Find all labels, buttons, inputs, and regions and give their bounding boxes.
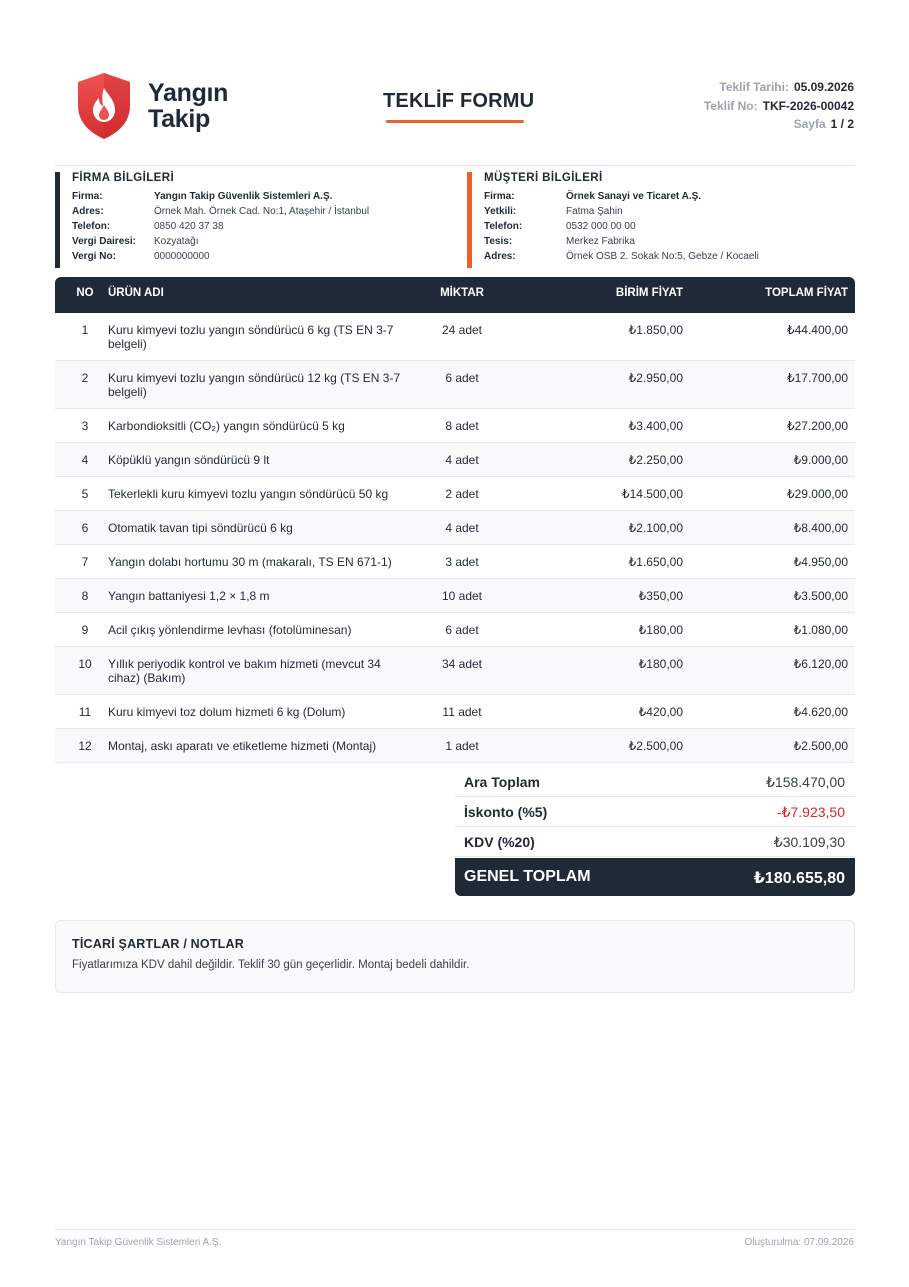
company-logo (76, 72, 236, 142)
product-name: Yangın battaniyesi 1,2 × 1,8 m (108, 589, 270, 603)
product-name: Tekerlekli kuru kimyevi tozlu yangın söndürücü 50 kg (108, 487, 389, 501)
header-divider (55, 165, 855, 166)
table-header (55, 277, 855, 313)
quote-number-row (704, 97, 854, 116)
customer-info-heading: MÜŞTERİ BİLGİLERİ (484, 172, 603, 184)
total-price: ₺3.500,00 (793, 589, 848, 603)
grand-total-value: ₺180.655,80 (753, 870, 845, 887)
info-row (484, 219, 857, 234)
info-row (72, 219, 445, 234)
info-value: Kozyatağı (154, 236, 199, 247)
info-label: Firma: (484, 191, 515, 202)
info-row (72, 249, 445, 264)
notes-text: Fiyatlarımıza KDV dahil değildir. Teklif 30 gün geçerlidir. Montaj bedeli dahildir. (72, 959, 470, 971)
total-price: ₺8.400,00 (793, 521, 848, 535)
product-name: Kuru kimyevi tozlu yangın söndürücü 12 kg (TS EN 3-7 belgeli) (108, 371, 401, 399)
company-info-rows (72, 189, 445, 264)
info-label: Telefon: (484, 221, 523, 232)
table-row (55, 477, 855, 511)
row-number: 7 (81, 555, 89, 569)
product-name: Montaj, askı aparatı ve etiketleme hizmeti (Montaj) (108, 739, 377, 753)
subtotal-value: ₺158.470,00 (766, 774, 845, 790)
company-info-heading: FİRMA BİLGİLERİ (72, 172, 175, 184)
info-value: 0532 000 00 00 (566, 221, 636, 232)
table-row (55, 647, 855, 695)
table-row (55, 729, 855, 763)
footer-created-date: Oluşturulma: 07.09.2026 (744, 1237, 854, 1248)
info-label: Yetkili: (484, 206, 517, 217)
notes-box (55, 920, 855, 993)
total-price: ₺4.950,00 (793, 555, 848, 569)
discount-row (455, 797, 855, 827)
quantity: 1 adet (445, 739, 479, 753)
vat-row (455, 827, 855, 857)
total-price: ₺17.700,00 (786, 371, 848, 385)
quantity: 24 adet (441, 323, 483, 337)
row-number: 3 (81, 419, 89, 433)
info-row (72, 234, 445, 249)
table-row (55, 313, 855, 361)
table-row (55, 695, 855, 729)
info-row (72, 204, 445, 219)
quantity: 11 adet (442, 705, 482, 719)
notes-heading: TİCARİ ŞARTLAR / NOTLAR (72, 937, 244, 951)
total-price: ₺1.080,00 (793, 623, 848, 637)
quote-date-label: Teklif Tarihi: (719, 80, 789, 94)
document-title: TEKLİF FORMU (383, 90, 535, 112)
customer-info (467, 172, 857, 268)
unit-price: ₺180,00 (638, 623, 683, 637)
footer-company: Yangın Takip Güvenlik Sistemleri A.Ş. (55, 1237, 222, 1248)
total-price: ₺29.000,00 (786, 487, 848, 501)
logo-text (148, 80, 228, 132)
footer-divider (55, 1229, 855, 1230)
info-label: Adres: (484, 251, 516, 262)
quantity: 34 adet (441, 657, 483, 671)
header-total-price: TOPLAM FİYAT (765, 287, 848, 299)
info-label: Vergi No: (72, 251, 116, 262)
info-value: 0000000000 (154, 251, 210, 262)
unit-price: ₺180,00 (638, 657, 683, 671)
unit-price: ₺2.250,00 (628, 453, 683, 467)
info-label: Tesis: (484, 236, 513, 247)
row-number: 1 (81, 323, 89, 337)
page-number-value: 1 / 2 (830, 117, 854, 131)
quote-date-value: 05.09.2026 (793, 80, 854, 94)
table-body (55, 313, 855, 763)
table-row (55, 409, 855, 443)
totals-block (455, 767, 855, 857)
row-number: 2 (81, 371, 89, 385)
product-name: Yangın dolabı hortumu 30 m (makaralı, TS EN 671-1) (108, 555, 392, 569)
product-name: Yıllık periyodik kontrol ve bakım hizmeti (mevcut 34 cihaz) (Bakım) (108, 657, 381, 685)
flame-shield-icon (76, 72, 132, 140)
row-number: 11 (78, 705, 92, 719)
discount-label: İskonto (%5) (464, 804, 548, 820)
row-number: 4 (81, 453, 89, 467)
header-quantity: MİKTAR (440, 287, 484, 299)
quote-number-label: Teklif No: (703, 98, 758, 113)
info-value: Merkez Fabrika (566, 236, 635, 247)
unit-price: ₺2.950,00 (628, 371, 683, 385)
product-name: Kuru kimyevi toz dolum hizmeti 6 kg (Dolum) (108, 705, 346, 719)
total-price: ₺6.120,00 (793, 657, 848, 671)
info-label: Telefon: (72, 221, 111, 232)
info-row (484, 204, 857, 219)
quantity: 3 adet (445, 555, 479, 569)
table-row (55, 613, 855, 647)
page-number-row (704, 115, 854, 134)
quote-meta (704, 78, 854, 134)
total-price: ₺44.400,00 (786, 323, 848, 337)
info-row (484, 234, 857, 249)
row-number: 6 (81, 521, 89, 535)
row-number: 5 (81, 487, 89, 501)
quote-number-value: TKF-2026-00042 (762, 98, 854, 113)
unit-price: ₺2.500,00 (628, 739, 683, 753)
info-row (484, 249, 857, 264)
vat-label: KDV (%20) (464, 834, 535, 850)
quantity: 6 adet (445, 371, 479, 385)
info-value: 0850 420 37 38 (154, 221, 224, 232)
table-row (55, 511, 855, 545)
product-name: Kuru kimyevi tozlu yangın söndürücü 6 kg (TS EN 3-7 belgeli) (108, 323, 394, 351)
info-row (484, 189, 857, 204)
total-price: ₺9.000,00 (793, 453, 848, 467)
title-underline (386, 120, 524, 123)
header-no: NO (76, 287, 94, 299)
grand-total-row (455, 858, 855, 896)
info-value: Örnek Sanayi ve Ticaret A.Ş. (566, 191, 702, 202)
unit-price: ₺420,00 (638, 705, 683, 719)
quantity: 2 adet (445, 487, 479, 501)
table-row (55, 545, 855, 579)
row-number: 12 (78, 739, 92, 753)
row-number: 9 (81, 623, 89, 637)
info-value: Örnek Mah. Örnek Cad. No:1, Ataşehir / İstanbul (154, 206, 370, 217)
info-label: Adres: (72, 206, 104, 217)
customer-info-rows (484, 189, 857, 264)
product-name: Köpüklü yangın söndürücü 9 lt (108, 453, 270, 467)
company-info (55, 172, 445, 268)
total-price: ₺4.620,00 (793, 705, 848, 719)
subtotal-label: Ara Toplam (464, 774, 540, 790)
unit-price: ₺14.500,00 (621, 487, 683, 501)
items-table (55, 277, 855, 763)
header-unit-price: BİRİM FİYAT (615, 287, 683, 299)
product-name: Acil çıkış yönlendirme levhası (fotolüminesan) (108, 623, 352, 637)
table-row (55, 443, 855, 477)
total-price: ₺27.200,00 (786, 419, 848, 433)
info-value: Fatma Şahin (566, 206, 623, 217)
info-row (72, 189, 445, 204)
info-label: Firma: (72, 191, 103, 202)
unit-price: ₺350,00 (638, 589, 683, 603)
grand-total-label: GENEL TOPLAM (464, 868, 591, 885)
table-row (55, 579, 855, 613)
quantity: 4 adet (445, 453, 479, 467)
discount-value: -₺7.923,50 (776, 804, 845, 820)
logo-text-line1: Yangın (148, 79, 229, 107)
row-number: 8 (81, 589, 89, 603)
info-value: Örnek OSB 2. Sokak No:5, Gebze / Kocaeli (566, 251, 759, 262)
unit-price: ₺3.400,00 (628, 419, 683, 433)
info-value: Yangın Takip Güvenlik Sistemleri A.Ş. (154, 191, 333, 202)
product-name: Karbondioksitli (CO₂) yangın söndürücü 5 kg (108, 419, 345, 433)
quote-date-row (704, 78, 854, 97)
unit-price: ₺1.850,00 (628, 323, 683, 337)
header-product-name: ÜRÜN ADI (108, 287, 164, 299)
product-name: Otomatik tavan tipi söndürücü 6 kg (108, 521, 293, 535)
quantity: 8 adet (445, 419, 479, 433)
row-number: 10 (78, 657, 92, 671)
logo-text-line2: Takip (148, 105, 210, 133)
unit-price: ₺2.100,00 (628, 521, 683, 535)
quantity: 4 adet (445, 521, 479, 535)
table-row (55, 361, 855, 409)
quantity: 6 adet (445, 623, 479, 637)
quantity: 10 adet (441, 589, 483, 603)
unit-price: ₺1.650,00 (628, 555, 683, 569)
page-number-label: Sayfa (793, 117, 826, 131)
total-price: ₺2.500,00 (793, 739, 848, 753)
subtotal-row (455, 767, 855, 797)
info-label: Vergi Dairesi: (72, 236, 136, 247)
vat-value: ₺30.109,30 (773, 834, 845, 850)
